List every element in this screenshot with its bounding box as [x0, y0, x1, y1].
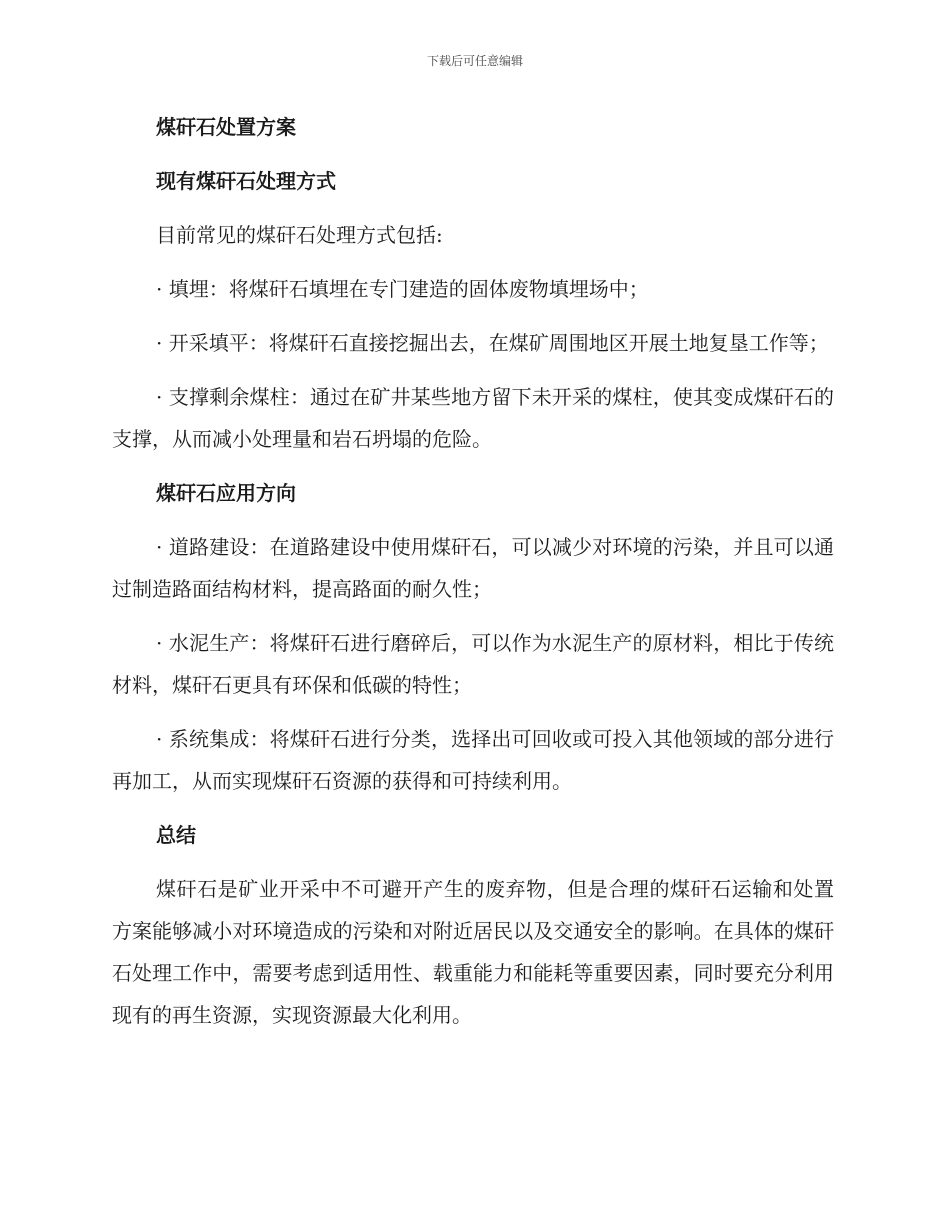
document-body: [112, 106, 834, 1048]
list-item: · 系统集成：将煤矸石进行分类，选择出可回收或可投入其他领域的部分进行再加工，从而实现煤矸石资源的获得和可持续利用。: [112, 727, 834, 793]
document-title: 煤矸石处置方案: [156, 115, 296, 139]
list-item: · 道路建设：在道路建设中使用煤矸石，可以减少对环境的污染，并且可以通过制造路面结构材料，提高路面的耐久性；: [112, 535, 834, 601]
section-heading-summary: 总结: [156, 823, 196, 847]
list-item: · 水泥生产：将煤矸石进行磨碎后，可以作为水泥生产的原材料，相比于传统材料，煤矸石更具有环保和低碳的特性；: [112, 631, 834, 697]
summary-paragraph: 煤矸石是矿业开采中不可避开产生的废弃物，但是合理的煤矸石运输和处置方案能够减小对环境造成的污染和对附近居民以及交通安全的影响。在具体的煤矸石处理工作中，需要考虑到适用性、载重能力和能耗等重要因素，同时要充分利用现有的再生资源，实现资源最大化利用。: [112, 877, 834, 1027]
section-heading-disposal-methods: 现有煤矸石处理方式: [156, 169, 336, 193]
list-item: · 开采填平：将煤矸石直接挖掘出去，在煤矿周围地区开展土地复垦工作等；: [156, 331, 829, 355]
list-item: · 填埋：将煤矸石填埋在专门建造的固体废物填埋场中；: [156, 277, 649, 301]
list-item: · 支撑剩余煤柱：通过在矿井某些地方留下未开采的煤柱，使其变成煤矸石的支撑，从而减小处理量和岩石坍塌的危险。: [112, 385, 834, 451]
page-header: 下载后可任意编辑: [426, 54, 523, 68]
section-heading-applications: 煤矸石应用方向: [156, 481, 296, 505]
section-intro: 目前常见的煤矸石处理方式包括:: [156, 223, 443, 247]
